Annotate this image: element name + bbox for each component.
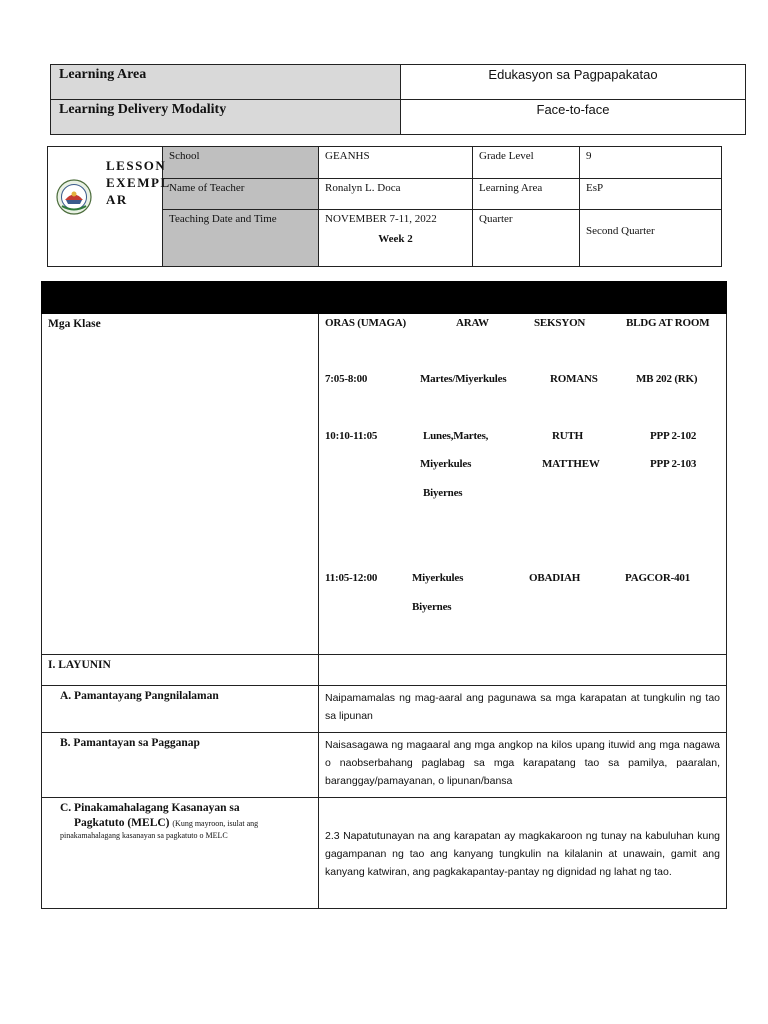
learning-area-label-2: Learning Area bbox=[473, 179, 580, 210]
content-standard-label: A. Pamantayang Pangnilalaman bbox=[60, 690, 219, 702]
learning-area-value-2: EsP bbox=[580, 179, 722, 210]
layunin-row bbox=[42, 655, 727, 686]
schedule-day: Biyernes bbox=[423, 487, 463, 499]
schedule-time: 10:10-11:05 bbox=[325, 430, 378, 442]
melc-row bbox=[42, 798, 727, 909]
learning-area-label: Learning Area bbox=[51, 65, 401, 100]
schedule-header-section: SEKSYON bbox=[534, 317, 586, 329]
layunin-label: I. LAYUNIN bbox=[48, 659, 111, 671]
schedule-header-day: ARAW bbox=[456, 317, 489, 329]
teaching-date-label: Teaching Date and Time bbox=[163, 210, 319, 267]
melc-note: (Kung mayroon, isulat ang bbox=[172, 819, 259, 828]
schedule-day: Martes/Miyerkules bbox=[420, 373, 507, 385]
teacher-value: Ronalyn L. Doca bbox=[319, 179, 473, 210]
school-value: GEANHS bbox=[319, 147, 473, 179]
melc-text: 2.3 Napatutunayan na ang karapatan ay magkakaroon ng tunay na kabuluhan kung gagampanan ng tao ang kanyang tungkulin na kilalanin at unawain, gamit ang kanyang katwiran, ang pagkakapantay-pantay ng dignidad ng lahat ng tao. bbox=[325, 830, 720, 878]
schedule-room: PAGCOR-401 bbox=[625, 572, 691, 584]
performance-standard-label: B. Pamantayan sa Pagganap bbox=[60, 737, 200, 749]
quarter-cell bbox=[580, 210, 722, 267]
teaching-date-cell bbox=[319, 210, 473, 267]
schedule-section: RUTH bbox=[552, 430, 583, 442]
school-label: School bbox=[163, 147, 319, 179]
performance-standard-text: Naisasagawa ng magaaral ang mga angkop na kilos upang ituwid ang mga nagawa o naobserbahang paglabag sa mga karapatang tao sa pamilya, paaralan, baranggay/pamayanan, o lipunan/bansa bbox=[325, 739, 720, 787]
melc-label: C. Pinakamahalagang Kasanayan sa Pagkatuto (MELC) (Kung mayroon, isulat ang pinakamahalagang kasanayan sa pagkatuto o MELC bbox=[42, 798, 318, 841]
modality-value: Face-to-face bbox=[401, 100, 746, 135]
teacher-label: Name of Teacher bbox=[163, 179, 319, 210]
schedule-day: Miyerkules bbox=[420, 458, 472, 470]
teaching-date-value: NOVEMBER 7-11, 2022 bbox=[325, 213, 437, 225]
content-standard-text: Naipamamalas ng mag-aaral ang pagunawa sa mga karapatan at tungkulin ng tao sa lipunan bbox=[325, 692, 720, 722]
schedule-day: Lunes,Martes, bbox=[423, 430, 489, 442]
quarter-value: Second Quarter bbox=[586, 225, 655, 237]
class-schedule bbox=[319, 314, 726, 654]
schedule-room: PPP 2-103 bbox=[650, 458, 697, 470]
classes-row bbox=[42, 314, 727, 655]
schedule-section: MATTHEW bbox=[542, 458, 600, 470]
schedule-day: Biyernes bbox=[412, 601, 452, 613]
schedule-room: PPP 2-102 bbox=[650, 430, 697, 442]
schedule-header-room: BLDG AT ROOM bbox=[626, 317, 710, 329]
learning-area-value: Edukasyon sa Pagpapakatao bbox=[401, 65, 746, 100]
grade-level-value: 9 bbox=[580, 147, 722, 179]
table-header-bar bbox=[42, 282, 727, 314]
modality-label: Learning Delivery Modality bbox=[51, 100, 401, 135]
lesson-main-table bbox=[41, 281, 727, 909]
top-info-table bbox=[50, 64, 746, 135]
classes-label: Mga Klase bbox=[48, 318, 101, 330]
deped-seal-icon bbox=[56, 179, 92, 215]
logo-cell bbox=[48, 147, 171, 267]
schedule-time: 7:05-8:00 bbox=[325, 373, 368, 385]
content-standard-row bbox=[42, 686, 727, 733]
quarter-label: Quarter bbox=[473, 210, 580, 267]
lesson-exemplar-title: LESSON EXEMPL AR bbox=[106, 158, 171, 207]
performance-standard-row bbox=[42, 733, 727, 798]
lesson-header-table bbox=[47, 146, 722, 267]
schedule-day: Miyerkules bbox=[412, 572, 464, 584]
schedule-header-time: ORAS (UMAGA) bbox=[325, 317, 407, 329]
melc-note-line: pinakamahalagang kasanayan sa pagkatuto o MELC bbox=[60, 831, 228, 840]
schedule-room: MB 202 (RK) bbox=[636, 373, 698, 385]
schedule-section: OBADIAH bbox=[529, 572, 581, 584]
week-value: Week 2 bbox=[378, 233, 413, 245]
schedule-section: ROMANS bbox=[550, 373, 598, 385]
schedule-time: 11:05-12:00 bbox=[325, 572, 378, 584]
grade-level-label: Grade Level bbox=[473, 147, 580, 179]
